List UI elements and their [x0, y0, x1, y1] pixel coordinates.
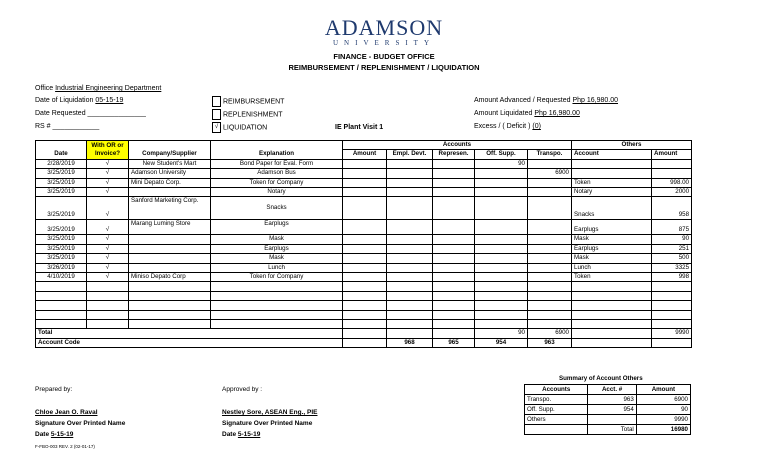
- office-line: Office Industrial Engineering Department: [35, 85, 162, 92]
- table-row: 3/25/2019 √ Notary Notary 2000: [36, 188, 692, 197]
- col-header-off-supp: Off. Supp.: [475, 150, 528, 159]
- table-row: 3/25/2019 √ Mask Mask 500: [36, 254, 692, 263]
- col-header-represen: Represen.: [433, 150, 475, 159]
- others-header: Others: [572, 141, 692, 150]
- table-row: 3/25/2019 √ Adamson University Adamson Bus 6900: [36, 169, 692, 178]
- col-header-explanation: Explanation: [211, 150, 343, 159]
- empty-row: [36, 301, 692, 310]
- prepared-by-name: Chloe Jean O. Raval: [35, 409, 98, 416]
- excess-value: (0): [532, 123, 541, 130]
- summary-row: Transpo. 963 6900: [525, 395, 691, 405]
- reimbursement-checkbox: [212, 96, 221, 107]
- rs-line: RS # ____________: [35, 123, 100, 130]
- office-value: Industrial Engineering Department: [55, 85, 162, 92]
- replenishment-checkbox: [212, 109, 221, 120]
- accounts-header: Accounts: [343, 141, 572, 150]
- university-logo-sub: UNIVERSITY: [333, 39, 435, 47]
- summary-title: Summary of Account Others: [559, 375, 643, 382]
- table-row: 3/26/2019 √ Lunch Lunch 3325: [36, 263, 692, 272]
- summary-row: Others 9990: [525, 415, 691, 425]
- col-header-empl-devt: Empl. Devt.: [387, 150, 433, 159]
- amount-advanced-value: Php 16,980.00: [572, 97, 619, 104]
- university-logo: ADAMSON: [324, 15, 444, 40]
- visit-label: IE Plant Visit 1: [335, 124, 384, 131]
- option-liquidation: √ LIQUIDATION: [212, 122, 267, 133]
- table-row: 3/25/2019 √ Mask Mask 90: [36, 235, 692, 244]
- liquidation-date-value: 05-15-19: [95, 97, 124, 104]
- liquidation-table: [35, 140, 692, 348]
- approved-by-label: Approved by :: [222, 386, 263, 393]
- form-code: F-FBO-003 REV. 2 (02-01-17): [35, 444, 95, 449]
- summary-total-row: Total 16980: [525, 425, 691, 435]
- option-reimbursement: REIMBURSEMENT: [212, 96, 284, 107]
- table-row: 2/28/2019 √ New Student's Mart Bond Paper for Eval. Form 90: [36, 159, 692, 168]
- prepared-by-signature-label: Signature Over Printed Name: [35, 420, 126, 427]
- prepared-date-line: Date 5-15-19: [35, 431, 74, 438]
- col-header-transpo: Transpo.: [528, 150, 572, 159]
- table-row: 3/25/2019 √ Mini Depato Corp. Token for Company Token 998.00: [36, 178, 692, 187]
- table-row: 3/25/2019 √ Sanford Marketing Corp. Snacks Snacks 958: [36, 197, 692, 220]
- empty-row: [36, 320, 692, 329]
- col-header-others-amount: Amount: [652, 150, 692, 159]
- empty-row: [36, 310, 692, 319]
- col-header-company: Company/Supplier: [129, 150, 211, 159]
- approved-by-name: Nestley Sore, ASEAN Eng., PIE: [222, 409, 318, 416]
- empty-row: [36, 282, 692, 291]
- summary-row: Off. Supp. 954 90: [525, 405, 691, 415]
- table-row: 3/25/2019 √ Earplugs Earplugs 251: [36, 244, 692, 253]
- summary-table: Accounts Acct. # Amount Transpo. 963 6900 Off. Supp. 954 90 Others 9990 Total 16980: [524, 384, 691, 435]
- table-row: 3/25/2019 √ Marang Luming Store Earplugs Earplugs 875: [36, 220, 692, 235]
- office-title: FINANCE - BUDGET OFFICE: [333, 52, 435, 61]
- form-title: REIMBURSEMENT / REPLENISHMENT / LIQUIDATION: [288, 63, 480, 72]
- amount-liquidated-value: Php 16,980.00: [534, 110, 580, 117]
- total-row: Total 90 6900 9990: [36, 329, 692, 338]
- approved-date-line: Date 5-15-19: [222, 431, 261, 438]
- prepared-by-label: Prepared by:: [35, 386, 73, 393]
- liquidation-checkbox: √: [212, 122, 221, 133]
- col-header-with-or: With OR or Invoice?: [87, 141, 129, 160]
- approved-by-signature-label: Signature Over Printed Name: [222, 420, 313, 427]
- table-row: 4/10/2019 √ Miniso Depato Corp Token for Company Token 998: [36, 273, 692, 282]
- excess-line: Excess / ( Deficit ) (0): [474, 123, 541, 130]
- col-header-date: Date: [36, 150, 87, 159]
- option-replenishment: REPLENISHMENT: [212, 109, 283, 120]
- account-code-row: Account Code 968 965 954 963: [36, 338, 692, 347]
- col-header-amount: Amount: [343, 150, 387, 159]
- date-requested-line: Date Requested _______________: [35, 110, 146, 117]
- amount-liquidated-line: Amount Liquidated Php 16,980.00: [474, 110, 580, 117]
- empty-row: [36, 291, 692, 300]
- col-header-account: Account: [572, 150, 652, 159]
- liquidation-date-line: Date of Liquidation 05-15-19: [35, 97, 124, 104]
- amount-advanced-line: Amount Advanced / Requested Php 16,980.00: [474, 97, 619, 104]
